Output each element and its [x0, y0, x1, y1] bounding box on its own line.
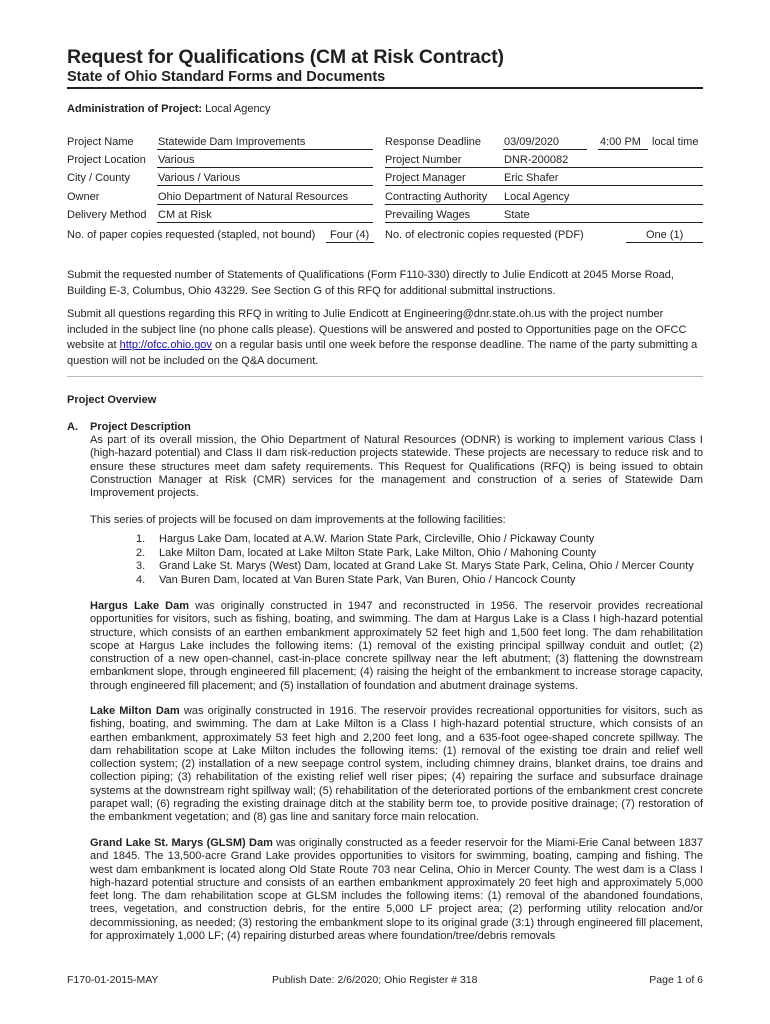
owner-label: Owner	[67, 191, 100, 203]
milton-paragraph	[90, 705, 703, 825]
page-title: Request for Qualifications (CM at Risk Contract)	[67, 46, 504, 68]
title-divider	[67, 87, 703, 89]
prevailing-wages-value: State	[504, 209, 530, 221]
city-county-label: City / County	[67, 172, 130, 184]
facility-text: Lake Milton Dam, located at Lake Milton State Park, Lake Milton, Ohio / Mahoning County	[159, 546, 597, 559]
owner-value: Ohio Department of Natural Resources	[158, 191, 349, 203]
project-location-label: Project Location	[67, 154, 146, 166]
questions-text-end: on a regular basis until one week before the response deadline. The name of the party submitting a question will not be included on the Q&A document.	[67, 339, 698, 367]
project-manager-value: Eric Shafer	[504, 172, 559, 184]
hargus-paragraph	[90, 600, 703, 693]
section-letter: A.	[67, 421, 78, 433]
glsm-paragraph	[90, 837, 703, 943]
city-county-underline	[157, 185, 373, 186]
questions-text-start: Submit all questions regarding this RFQ in writing to Julie Endicott at Engineering@dnr.state.oh.us with the project number included in the subject line (no phone calls please). Questions will be answered and posted to Opportunities page on the OFCC website at	[67, 308, 687, 352]
milton-text: was originally constructed in 1916. The reservoir provides recreational opportunities for visitors, such as fishing, boating, and swimming. The dam at Lake Milton is a Class I high-hazard potential structure, which consists of an earthen embankment, approximately 53 feet high and 2,200 feet long, and a 635-foot ogee-shaped concrete spillway. The dam rehabilitation scope at Lake Milton includes the following items: (1) removal of the existing toe drain and relief well collection system; (2) installation of a new seepage control system, including chimney drains, blanket drains, toe drains and collection piping; (3) rehabilitation of the existing relief well riser pipes; (4) repairing the surface and subsurface drainage systems at the downstream right spillway wall; (5) rehabilitation of the deteriorated portions of the embankment crest concrete parapet wall; (6) regrading the existing drainage ditch at the stability berm toe, to provide positive drainage; (7) restoration of the embankment vegetation; and (8) gas line and sanitary force main relocation.	[90, 705, 704, 824]
project-name-label: Project Name	[67, 136, 134, 148]
project-number-underline	[385, 167, 703, 168]
contracting-authority-underline	[385, 204, 703, 205]
project-name-underline	[157, 149, 373, 150]
administration-label: Administration of Project:	[67, 103, 203, 115]
facility-number: 3.	[136, 560, 146, 572]
prevailing-wages-label: Prevailing Wages	[385, 209, 471, 221]
hargus-title: Hargus Lake Dam	[90, 600, 190, 612]
facility-number: 2.	[136, 546, 146, 559]
response-deadline-time-underline	[598, 149, 648, 150]
electronic-copies-underline	[626, 242, 703, 243]
facility-number: 1.	[136, 533, 146, 545]
project-number-value: DNR-200082	[504, 154, 569, 166]
facility-number: 4.	[136, 573, 146, 586]
footer-form-id: F170-01-2015-MAY	[67, 974, 159, 986]
paper-copies-underline	[326, 242, 374, 243]
project-manager-underline	[385, 185, 703, 186]
electronic-copies-label: No. of electronic copies requested (PDF)	[385, 229, 584, 241]
administration-line	[67, 103, 271, 115]
project-location-value: Various	[158, 154, 195, 166]
contracting-authority-label: Contracting Authority	[385, 191, 488, 203]
project-description-heading	[67, 421, 191, 433]
contracting-authority-value: Local Agency	[504, 191, 570, 203]
hargus-text: was originally constructed in 1947 and reconstructed in 1956. The reservoir provides recreational opportunities for visitors, such as fishing, boating, and swimming. The dam at Hargus Lake is a Class I high-hazard potential structure, which consists of an earthen embankment approximately 52 feet high and 1,500 feet long. The dam rehabilitation scope at Hargus Lake includes the following items: (1) removal of the existing principal spillway conduit and outlet; (2) construction of a new open-channel, cast-in-place concrete spillway near the left abutment; (3) flattening the downstream embankment slope, through engineered fill placement; (4) raising the height of the embankment to increase storage capacity, through engineered fill placement; and (5) installation of foundation and abutment drainage systems.	[90, 600, 703, 692]
project-name-value: Statewide Dam Improvements	[158, 136, 306, 148]
questions-instructions	[67, 307, 703, 369]
page-subtitle: State of Ohio Standard Forms and Documents	[67, 69, 386, 85]
owner-underline	[157, 204, 373, 205]
response-deadline-date-underline	[503, 149, 587, 150]
city-county-value: Various / Various	[158, 172, 241, 184]
project-intro-paragraph: As part of its overall mission, the Ohio Department of Natural Resources (ODNR) is working to implement various Class I (high-hazard potential) and Class II dam risk-reduction projects statewide. These projects are necessary to reduce risk and to ensure these structures meet dam safety requirements. This Request for Qualifications (RFQ) is being issued to obtain Construction Manager at Risk (CMR) services for the management and construction of a series of Statewide Dam Improvement projects.	[90, 434, 703, 500]
facility-text: Hargus Lake Dam, located at A.W. Marion State Park, Circleville, Ohio / Pickaway County	[159, 533, 595, 545]
delivery-method-value: CM at Risk	[158, 209, 212, 221]
glsm-title: Grand Lake St. Marys (GLSM) Dam	[90, 837, 273, 849]
milton-title: Lake Milton Dam	[90, 705, 180, 717]
prevailing-wages-underline	[385, 222, 703, 223]
facility-text: Van Buren Dam, located at Van Buren State Park, Van Buren, Ohio / Hancock County	[159, 573, 576, 586]
response-deadline-time: 4:00 PM	[600, 136, 641, 148]
facility-text: Grand Lake St. Marys (West) Dam, located at Grand Lake St. Marys State Park, Celina, Ohio / Mercer County	[159, 560, 694, 572]
facility-list	[122, 533, 694, 587]
response-deadline-suffix: local time	[652, 136, 699, 148]
project-location-underline	[157, 167, 373, 168]
paper-copies-label: No. of paper copies requested (stapled, not bound)	[67, 229, 316, 241]
footer-page-number: Page 1 of 6	[649, 974, 703, 986]
project-overview-heading: Project Overview	[67, 394, 157, 406]
ofcc-website-link[interactable]: http://ofcc.ohio.gov	[119, 339, 212, 352]
electronic-copies-value: One (1)	[646, 229, 684, 241]
response-deadline-date: 03/09/2020	[504, 136, 560, 148]
section-divider	[67, 376, 703, 377]
administration-value: Local Agency	[205, 103, 271, 115]
section-title: Project Description	[90, 421, 191, 433]
facility-item	[122, 560, 694, 574]
delivery-method-label: Delivery Method	[67, 209, 147, 221]
paper-copies-value: Four (4)	[330, 229, 370, 241]
glsm-text: was originally constructed as a feeder reservoir for the Miami-Erie Canal between 1837 and 1845. The 13,500-acre Grand Lake provides opportunities to visitors for swimming, boating, camping and fishing. The west dam embankment is located along Old State Route 703 near Celina, Ohio in Mercer County. The west dam is a Class I high-hazard potential structure and consists of an earthen embankment approximately 20 feet high and approximately 5,000 feet long. The dam rehabilitation scope at GLSM includes the following items: (1) removal of the abandoned foundations, trees, vegetation, and construction debris, for the entire 5,000 LF project area; (2) performing utility relocation and/or decommissioning, as needed; (3) restoring the embankment slope to its original grade (3:1) through engineered fill placement, for approximately 1,000 LF; (4) repairing disturbed areas where foundation/tree/debris removals	[90, 837, 704, 943]
facilities-intro: This series of projects will be focused on dam improvements at the following facilities:	[90, 514, 506, 526]
facility-item	[122, 533, 694, 547]
delivery-method-underline	[157, 222, 373, 223]
footer-publish-date: Publish Date: 2/6/2020; Ohio Register # 318	[272, 974, 478, 986]
project-manager-label: Project Manager	[385, 172, 466, 184]
response-deadline-label: Response Deadline	[385, 136, 482, 148]
project-number-label: Project Number	[385, 154, 462, 166]
submit-instructions: Submit the requested number of Statements of Qualifications (Form F110-330) directly to Julie Endicott at 2045 Morse Road, Building E-3, Columbus, Ohio 43229. See Section G of this RFQ for additional submittal instructions.	[67, 269, 674, 297]
facility-item	[122, 547, 694, 561]
facility-item	[122, 574, 694, 588]
